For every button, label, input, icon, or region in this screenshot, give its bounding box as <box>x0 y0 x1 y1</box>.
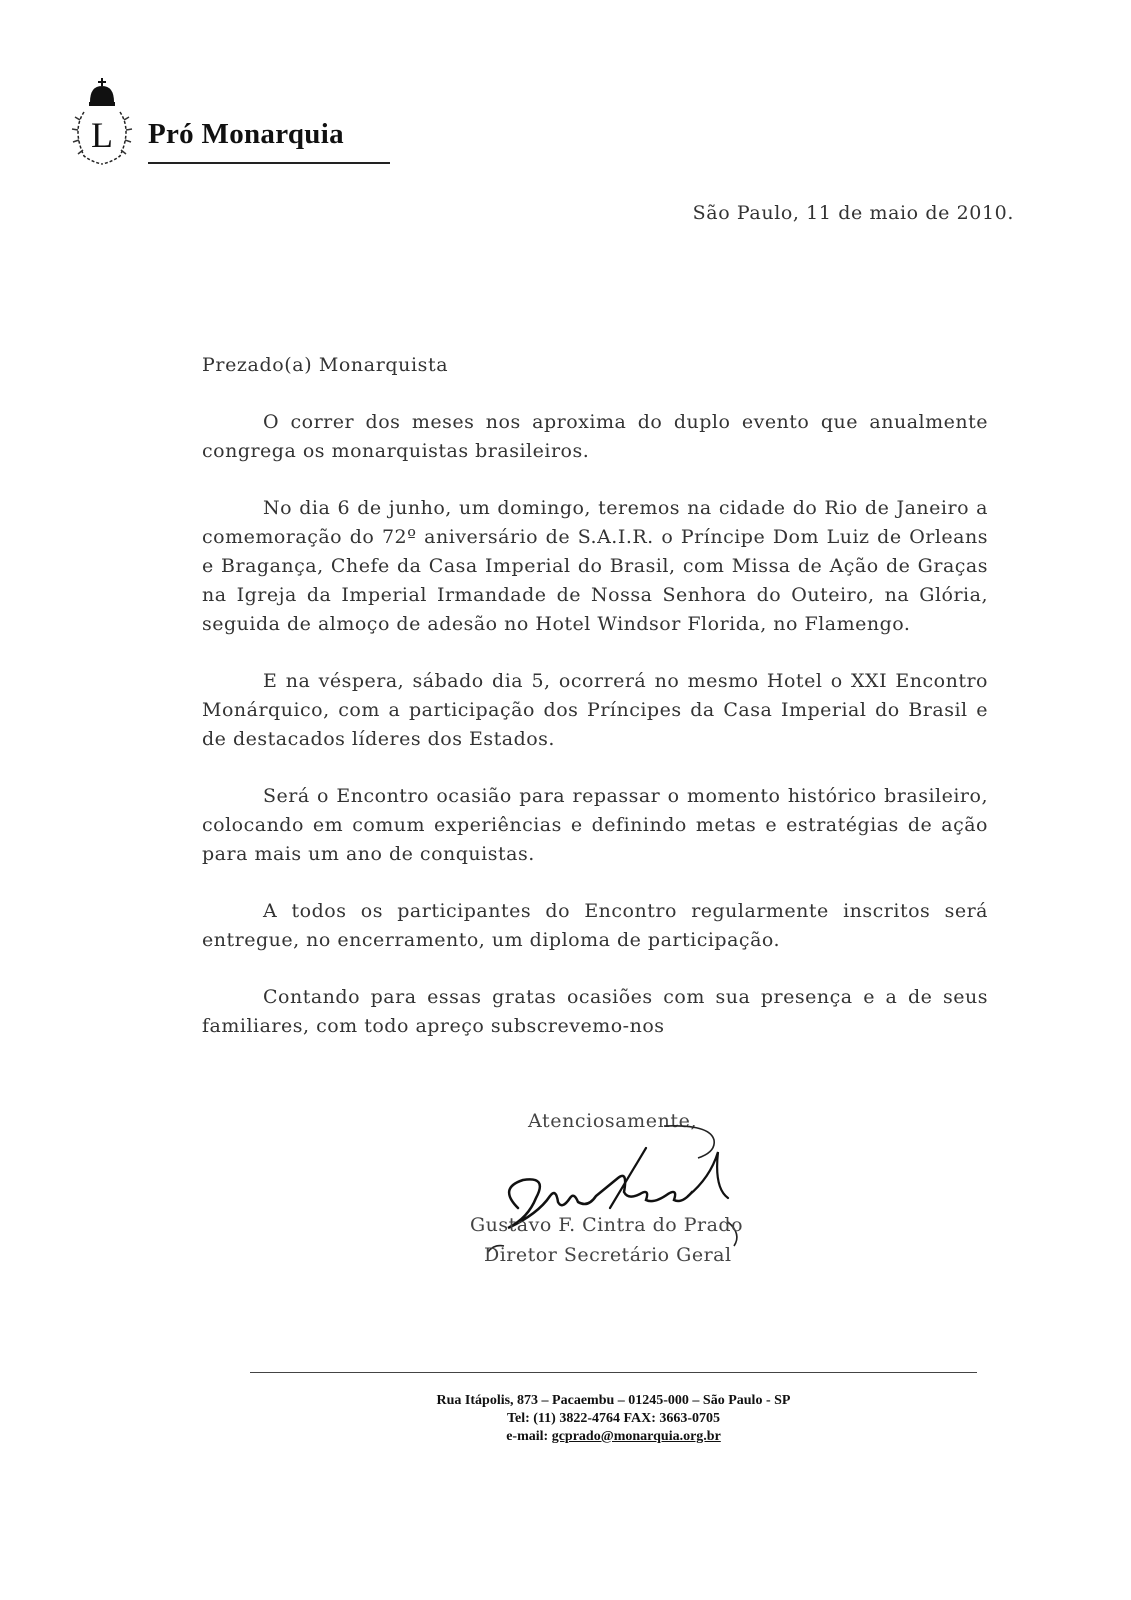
footer-phone: Tel: (11) 3822-4764 FAX: 3663-0705 <box>506 1411 721 1426</box>
footer-email-link[interactable]: gcprado@monarquia.org.br <box>551 1429 721 1444</box>
header-divider <box>148 162 390 164</box>
paragraph: A todos os participantes do Encontro regularmente inscritos será entregue, no encerramento, um diploma de participação. <box>202 900 988 951</box>
closing: Atenciosamente, <box>528 1110 698 1132</box>
handwritten-signature <box>478 1118 758 1258</box>
paragraph: E na véspera, sábado dia 5, ocorrerá no mesmo Hotel o XXI Encontro Monárquico, com a participação dos Príncipes da Casa Imperial do Brasil e de destacados líderes dos Estados. <box>202 670 988 750</box>
svg-text:L: L <box>91 115 113 155</box>
footer-address: Rua Itápolis, 873 – Pacaembu – 01245-000 – São Paulo - SP <box>436 1393 791 1408</box>
signer-name: Gustavo F. Cintra do Prado <box>470 1214 744 1236</box>
crest-logo <box>62 72 142 172</box>
footer-email-label: e-mail: <box>506 1429 552 1444</box>
footer-email-line <box>250 1428 977 1446</box>
letter-date: São Paulo, 11 de maio de 2010. <box>692 202 1014 224</box>
paragraph: No dia 6 de junho, um domingo, teremos na cidade do Rio de Janeiro a comemoração do 72º aniversário de S.A.I.R. o Príncipe Dom Luiz de Orleans e Bragança, Chefe da Casa Imperial do Brasil, com Missa de Ação de Graças na Igreja da Imperial Irmandade de Nossa Senhora do Outeiro, na Glória, seguida de almoço de adesão no Hotel Windsor Florida, no Flamengo. <box>202 497 988 635</box>
footer-divider <box>250 1372 977 1373</box>
signer-title: Diretor Secretário Geral <box>484 1244 732 1266</box>
paragraph: Contando para essas gratas ocasiões com sua presença e a de seus familiares, com todo apreço subscrevemo-nos <box>202 986 988 1037</box>
salutation: Prezado(a) Monarquista <box>202 354 449 376</box>
footer-contact <box>250 1392 977 1446</box>
paragraph: O correr dos meses nos aproxima do duplo evento que anualmente congrega os monarquistas brasileiros. <box>202 411 988 462</box>
letter-body <box>202 408 988 1069</box>
paragraph: Será o Encontro ocasião para repassar o momento histórico brasileiro, colocando em comum experiências e definindo metas e estratégias de ação para mais um ano de conquistas. <box>202 785 988 865</box>
org-name: Pró Monarquia <box>148 118 344 150</box>
crown-wreath-icon <box>62 72 142 172</box>
